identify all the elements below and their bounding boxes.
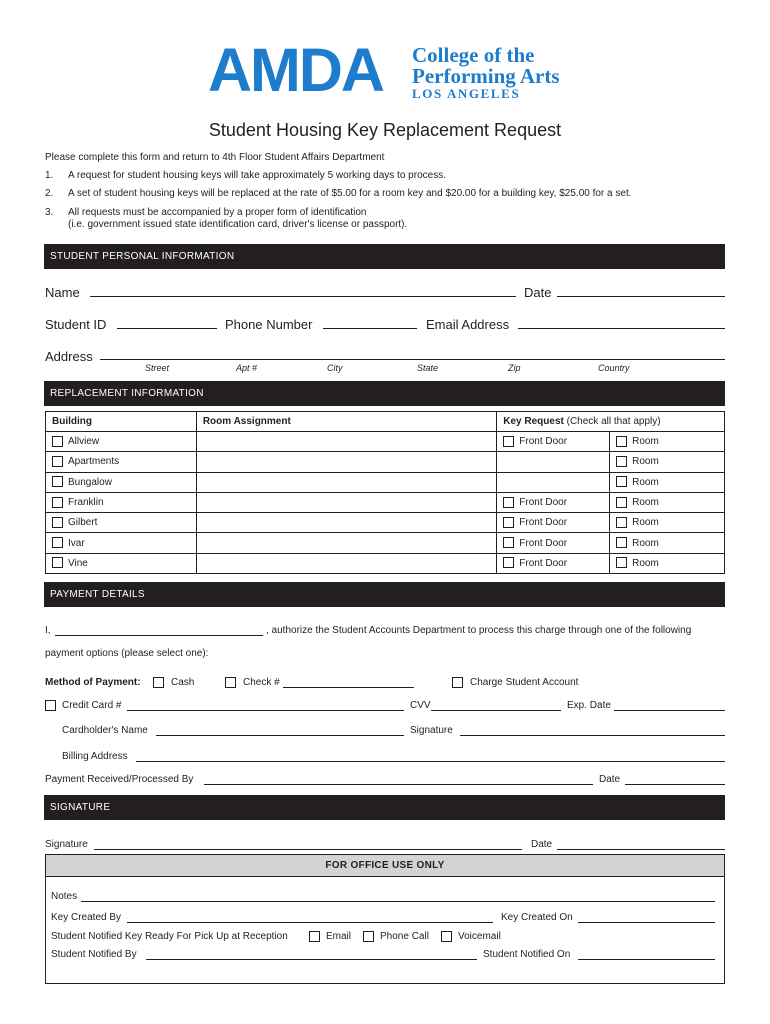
authorizer-name-field[interactable]	[55, 635, 263, 636]
check-label: Check #	[243, 677, 280, 688]
logo-line-1: College of the	[412, 43, 535, 67]
phone-label: Phone Number	[225, 317, 313, 332]
col-key-header: Key Request (Check all that apply)	[497, 412, 725, 432]
key-created-by-label: Key Created By	[51, 912, 122, 923]
check-number-field[interactable]	[283, 687, 414, 688]
notified-by-field[interactable]	[146, 959, 477, 960]
table-row: Franklin Front Door Room	[46, 492, 725, 512]
exp-date-field[interactable]	[614, 710, 725, 711]
cardholder-field[interactable]	[156, 735, 404, 736]
exp-date-label: Exp. Date	[567, 700, 611, 711]
building-checkbox-bungalow[interactable]	[52, 476, 63, 487]
credit-card-checkbox[interactable]	[45, 700, 56, 711]
front-door-checkbox[interactable]	[503, 557, 514, 568]
table-header-row	[46, 412, 725, 432]
address-street-caption: Street	[145, 363, 170, 373]
building-checkbox-allview[interactable]	[52, 436, 63, 447]
room-assignment-field[interactable]	[196, 452, 496, 472]
voicemail-label: Voicemail	[458, 931, 501, 942]
signature-field[interactable]	[94, 849, 522, 850]
email-label: Email Address	[426, 317, 510, 332]
front-door-checkbox[interactable]	[503, 537, 514, 548]
room-checkbox[interactable]	[616, 497, 627, 508]
cardholder-label: Cardholder's Name	[62, 725, 148, 736]
received-by-label: Payment Received/Processed By	[45, 774, 194, 785]
date-field[interactable]	[557, 296, 725, 297]
room-checkbox[interactable]	[616, 557, 627, 568]
signature-date-field[interactable]	[557, 849, 725, 850]
col-room-header: Room Assignment	[196, 412, 496, 432]
rule-text: A request for student housing keys will take approximately 5 working days to process.	[68, 170, 446, 181]
billing-field[interactable]	[136, 761, 725, 762]
table-row: Apartments Room	[46, 452, 725, 472]
cvv-field[interactable]	[431, 710, 561, 711]
rule-number: 3.	[45, 207, 54, 218]
signature-label: Signature	[45, 839, 88, 850]
address-country-caption: Country	[598, 363, 630, 373]
room-checkbox[interactable]	[616, 517, 627, 528]
notified-on-field[interactable]	[578, 959, 715, 960]
email-field[interactable]	[518, 328, 725, 329]
key-created-on-field[interactable]	[578, 922, 715, 923]
building-checkbox-vine[interactable]	[52, 557, 63, 568]
room-assignment-field[interactable]	[196, 472, 496, 492]
room-assignment-field[interactable]	[196, 553, 496, 573]
section-header-replacement: REPLACEMENT INFORMATION	[44, 381, 725, 406]
notes-field[interactable]	[81, 901, 715, 902]
col-building-header: Building	[46, 412, 197, 432]
cvv-label: CVV	[410, 700, 431, 711]
received-by-field[interactable]	[204, 784, 593, 785]
notified-by-label: Student Notified By	[51, 949, 137, 960]
front-door-checkbox[interactable]	[503, 517, 514, 528]
address-state-caption: State	[417, 363, 439, 373]
building-checkbox-ivar[interactable]	[52, 537, 63, 548]
card-signature-field[interactable]	[460, 735, 725, 736]
student-id-label: Student ID	[45, 317, 107, 332]
section-header-personal: STUDENT PERSONAL INFORMATION	[44, 244, 725, 269]
logo-line-2: Performing Arts	[412, 64, 560, 88]
room-checkbox[interactable]	[616, 476, 627, 487]
amda-logo-mark: AMDA	[208, 36, 383, 104]
rule-text-continued: (i.e. government issued state identification card, driver's license or passport).	[68, 219, 408, 230]
received-date-field[interactable]	[625, 784, 725, 785]
building-checkbox-gilbert[interactable]	[52, 517, 63, 528]
room-checkbox[interactable]	[616, 537, 627, 548]
phone-call-checkbox[interactable]	[363, 931, 374, 942]
email-checkbox[interactable]	[309, 931, 320, 942]
table-row: Gilbert Front Door Room	[46, 513, 725, 533]
payment-options-text: payment options (please select one):	[45, 648, 209, 659]
date-label: Date	[524, 285, 552, 300]
method-of-payment-label: Method of Payment:	[45, 677, 141, 688]
phone-call-label: Phone Call	[380, 931, 429, 942]
billing-label: Billing Address	[62, 751, 128, 762]
charge-account-label: Charge Student Account	[470, 677, 579, 688]
key-created-on-label: Key Created On	[501, 912, 573, 923]
intro-text: Please complete this form and return to 4th Floor Student Affairs Department	[45, 152, 385, 163]
address-city-caption: City	[327, 363, 343, 373]
name-label: Name	[45, 285, 80, 300]
charge-account-checkbox[interactable]	[452, 677, 463, 688]
phone-field[interactable]	[323, 328, 417, 329]
address-field[interactable]	[100, 359, 725, 360]
front-door-checkbox[interactable]	[503, 436, 514, 447]
room-assignment-field[interactable]	[196, 513, 496, 533]
rule-number: 1.	[45, 170, 54, 181]
replacement-table	[45, 411, 725, 574]
received-date-label: Date	[599, 774, 621, 785]
email-option-label: Email	[326, 931, 352, 942]
front-door-checkbox[interactable]	[503, 497, 514, 508]
address-zip-caption: Zip	[508, 363, 521, 373]
room-checkbox[interactable]	[616, 436, 627, 447]
section-header-payment: PAYMENT DETAILS	[44, 582, 725, 607]
credit-card-label: Credit Card #	[62, 700, 122, 711]
room-assignment-field[interactable]	[196, 432, 496, 452]
notes-label: Notes	[51, 891, 78, 902]
cash-label: Cash	[171, 677, 195, 688]
notified-text: Student Notified Key Ready For Pick Up at Reception	[51, 931, 288, 942]
room-checkbox[interactable]	[616, 456, 627, 467]
authorize-i-label: I,	[45, 625, 51, 636]
building-checkbox-franklin[interactable]	[52, 497, 63, 508]
authorize-text: , authorize the Student Accounts Department to process this charge through one of the following	[266, 625, 692, 636]
rule-text: A set of student housing keys will be replaced at the rate of $5.00 for a room key and $20.00 for a building key, $25.00 for a set.	[68, 188, 632, 199]
table-row: Vine Front Door Room	[46, 553, 725, 573]
office-use-box	[45, 854, 725, 984]
rule-text: All requests must be accompanied by a proper form of identification	[68, 207, 367, 218]
card-signature-label: Signature	[410, 725, 453, 736]
name-field[interactable]	[90, 296, 516, 297]
page-title: Student Housing Key Replacement Request	[208, 120, 562, 140]
section-header-signature: SIGNATURE	[44, 795, 725, 820]
rule-number: 2.	[45, 188, 54, 199]
room-assignment-field[interactable]	[196, 492, 496, 512]
logo-line-3: LOS ANGELES	[412, 86, 521, 101]
table-row: Ivar Front Door Room	[46, 533, 725, 553]
notified-on-label: Student Notified On	[483, 949, 571, 960]
room-assignment-field[interactable]	[196, 533, 496, 553]
student-id-field[interactable]	[117, 328, 217, 329]
address-label: Address	[45, 349, 93, 364]
check-checkbox[interactable]	[225, 677, 236, 688]
key-created-by-field[interactable]	[127, 922, 493, 923]
table-row: Bungalow Room	[46, 472, 725, 492]
voicemail-checkbox[interactable]	[441, 931, 452, 942]
address-apt-caption: Apt #	[236, 363, 258, 373]
office-use-header: FOR OFFICE USE ONLY	[46, 855, 724, 877]
signature-date-label: Date	[531, 839, 553, 850]
cash-checkbox[interactable]	[153, 677, 164, 688]
table-row: Allview Front Door Room	[46, 432, 725, 452]
building-checkbox-apartments[interactable]	[52, 456, 63, 467]
credit-card-field[interactable]	[127, 710, 404, 711]
